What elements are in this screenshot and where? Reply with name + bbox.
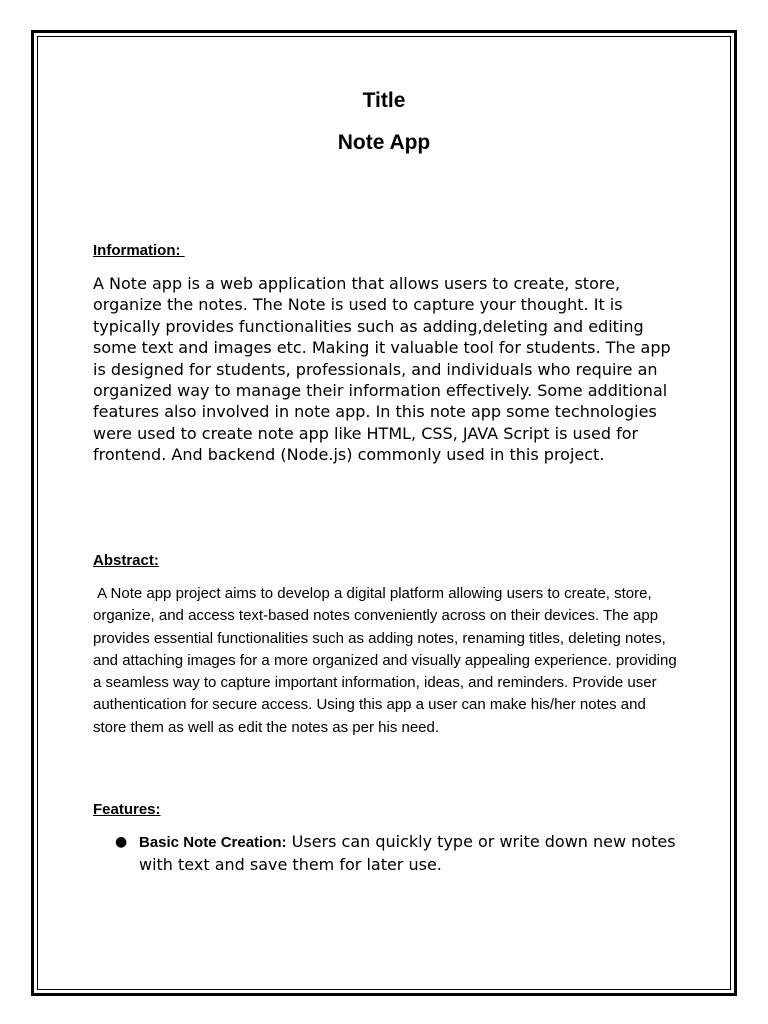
abstract-heading: Abstract: (93, 552, 159, 569)
document-subtitle: Note App (337, 131, 431, 154)
features-list (93, 831, 683, 876)
features-heading: Features: (93, 801, 161, 818)
bullet-icon: ● (115, 834, 128, 850)
document-title: Title (362, 89, 406, 112)
feature-label: Basic Note Creation: (139, 834, 287, 851)
information-heading: Information: (93, 242, 185, 259)
abstract-paragraph: A Note app project aims to develop a digital platform allowing users to create, store, organize, and access text-based notes conveniently across on their devices. The app provides essential functionalities such as adding notes, renaming titles, deleting notes, and attaching images for a more organized and visually appealing experience. providing a seamless way to capture important information, ideas, and reminders. Provide user authentication for secure access. Using this app a user can make his/her notes and store them as well as edit the notes as per his need. (93, 585, 681, 736)
feature-description: Users can quickly type or write down new notes with text and save them for later use. (139, 832, 676, 874)
information-paragraph: A Note app is a web application that allows users to create, store, organize the notes. The Note is used to capture your thought. It is typically provides functionalities such as adding,deleting and editing some text and images etc. Making it valuable tool for students. The app is designed for students, professionals, and individuals who require an organized way to manage their information effectively. Some additional features also involved in note app. In this note app some technologies were used to create note app like HTML, CSS, JAVA Script is used for frontend. And backend (Node.js) commonly used in this project. (93, 274, 671, 465)
list-item (93, 831, 683, 876)
